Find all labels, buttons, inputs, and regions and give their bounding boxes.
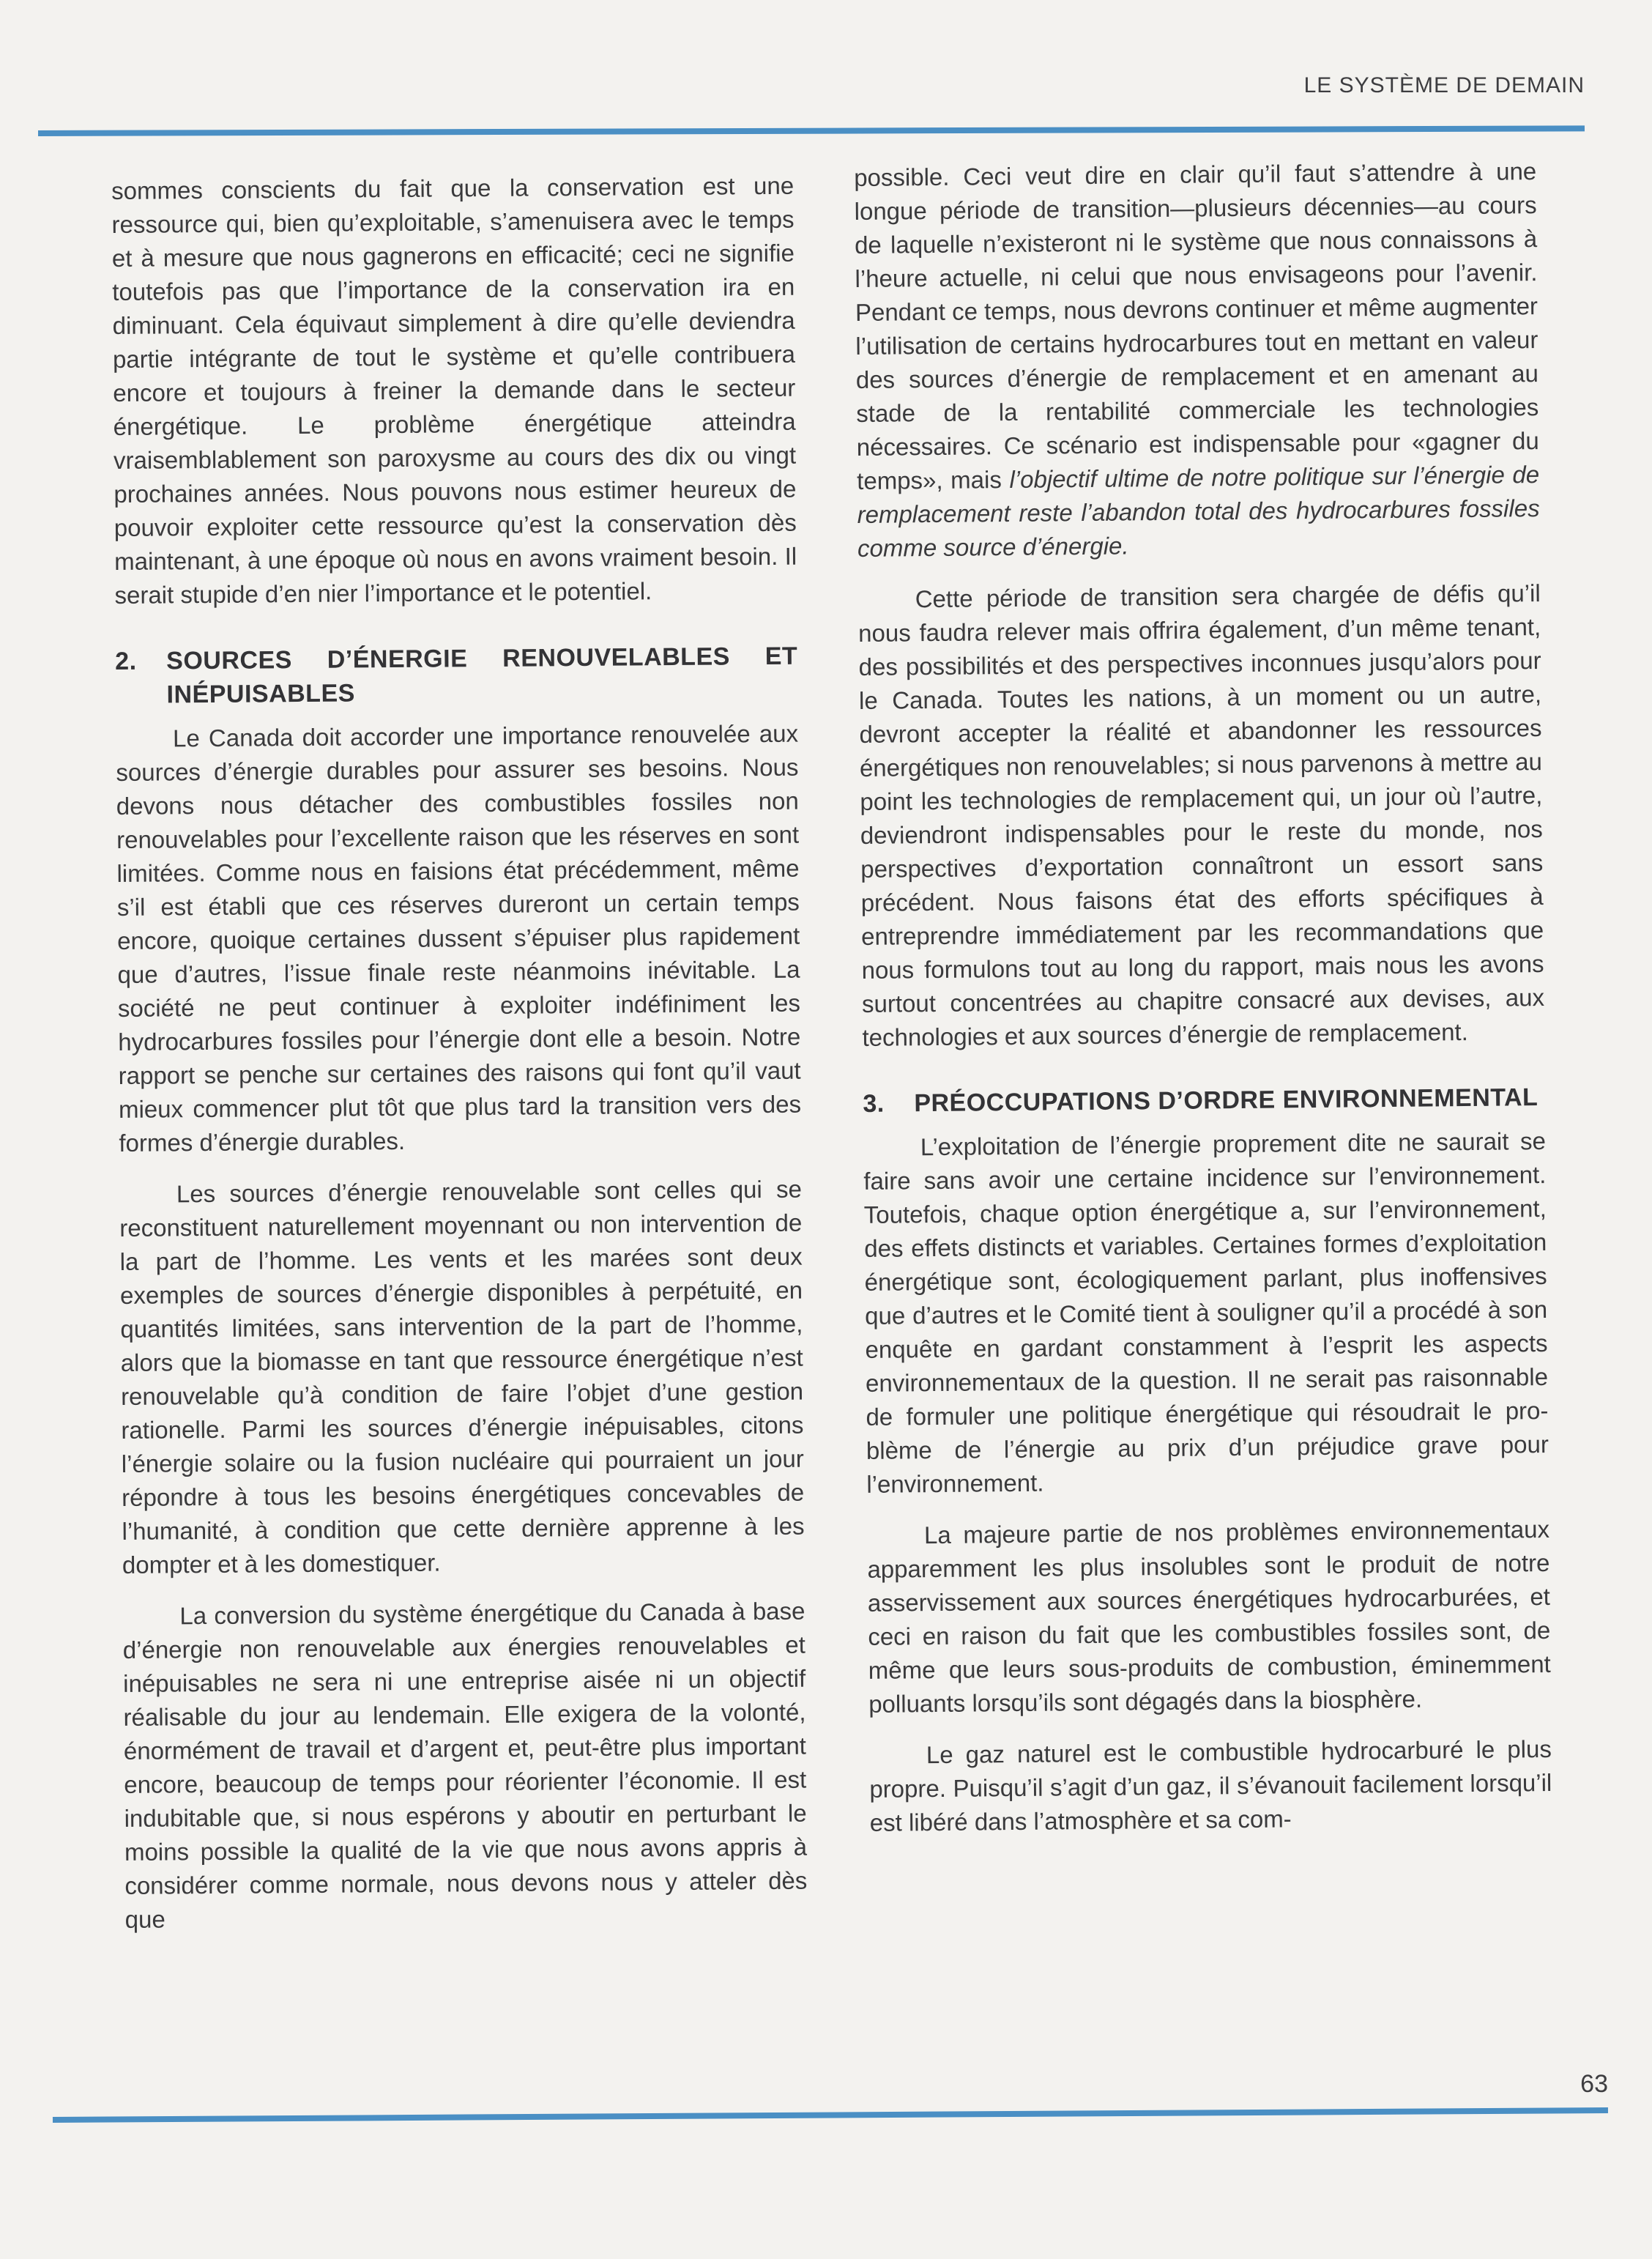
left-column xyxy=(111,169,808,1954)
paragraph: La conversion du système énergétique du Canada à base d’énergie non renouvelable aux énergies renouvelables et inépuisables ne sera ni une entreprise aisée ni un objectif réalisable du jour au lendemain. Elle exigera de la volonté, énormément de travail et d’argent et, peut-être plus important encore, beaucoup de temps pour réorienter l’économie. Il est indubitable que, si nous espérons y aboutir en perturbant le moins possible la qualité de la vie que nous avons appris à considérer comme normale, nous devons nous y atteler dès que xyxy=(122,1597,808,1933)
paragraph: Cette période de transition sera chargée de défis qu’il nous faudra relever mais offrira également, d’un même tenant, des possibilités et des perspectives inconnues jusqu’alors pour le Canada. Toutes les nations, à un moment ou un autre, devront accepter la réalité et abandonner les ressources énergétiques non renouvelables; si nous parvenons à mettre au point les technologies de remplacement qui, un jour où l’autre, deviendront indispensables pour le reste du monde, nos perspectives d’exportation connaîtront un essort sans précédent. Nous faisons état des efforts spécifiques à entreprendre immédiatement par les recommandations que nous formulons tout au long du rapport, mais nous les avons surtout concentrées au chapitre consacré aux devises, aux technologies et aux sources d’énergie de remplacement. xyxy=(858,579,1545,1051)
running-title: LE SYSTÈME DE DEMAIN xyxy=(1303,73,1585,97)
section-heading xyxy=(863,1080,1545,1121)
paragraph: Le Canada doit accorder une importance renouvelée aux sources d’énergie durables pour assurer ses besoins. Nous devons nous détacher des combustibles fossiles non renouvelables pour l’excellente raison que les réserves en sont limitées. Comme nous en faisions état précédemment, même s’il est établi que ces réserves dureront un certain temps encore, quoique certaines dussent s’épuiser plus rapidement que d’autres, l’issue finale reste néanmoins inévitable. La société ne peut continuer à exploiter indéfiniment les hydrocarbures fossiles pour l’énergie dont elle a besoin. Notre rapport se penche sur certaines des raisons qui font qu’il vaut mieux commencer plut tôt que plus tard la transition vers des formes d’énergie durables. xyxy=(116,719,802,1157)
page-number: 63 xyxy=(1580,2070,1608,2098)
section-number: 2. xyxy=(115,647,137,675)
footer-rule xyxy=(53,2107,1608,2123)
paragraph xyxy=(854,155,1540,565)
paragraph: sommes conscients du fait que la conservation est une ressource qui, bien qu’exploitable, s’amenuisera avec le temps et à mesure que nous gagnerons en efficacité; ceci ne signifie toutefois pas que l’importance de la conservation ira en diminuant. Cela équivaut simplement à dire qu’elle deviendra partie intégrante de tout le système et qu’elle contribuera encore et toujours à freiner la demande dans le secteur énergétique. Le problème énergétique atteindra vraisemblablement son paroxysme au cours des dix ou vingt prochaines années. Nous pouvons nous estimer heureux de pouvoir exploiter cette ressource qu’est la conservation dès maintenant, à une époque où nous en avons vraiment besoin. Il serait stupide d’en nier l’importance et le potentiel. xyxy=(111,171,797,609)
paragraph: La majeure partie de nos problèmes environnementaux apparemment les plus insolubles sont le produit de notre asservissement aux sources énergétiques hydrocarburées, et ceci en raison du fait que les combustibles fossiles sont, de même que leurs sous-produits de combustion, éminemment polluants lorsqu’ils sont dégagés dans la biosphère. xyxy=(867,1515,1551,1718)
section-title: PRÉOCCUPATIONS D’ORDRE ENVIRONNEMENTAL xyxy=(914,1083,1538,1118)
paragraph: Les sources d’énergie renouvelable sont celles qui se reconstituent naturellement moyennant ou non intervention de la part de l’homme. Les vents et les marées sont deux exemples de sources d’énergie disponibles à perpétuité, en quantités limitées, sans intervention de la part de l’homme, alors que la biomasse en tant que ressource énergétique n’est renouvelable qu’à condition de faire l’objet d’une gestion rationelle. Parmi les sources d’énergie inépuisables, citons l’énergie solaire ou la fusion nucléaire qui pourraient un jour répondre à tous les besoins énergétiques concevables de l’humanité, à condition que cette dernière apprenne à les dompter et à les domestiquer. xyxy=(119,1175,805,1579)
paragraph-text: possible. Ceci veut dire en clair qu’il faut s’attendre à une longue période de transition—plusieurs décennies—au cours de laquelle n’existeront ni le système que nous connaissons à l’heure actuelle, ni celui que nous envisageons pour l’avenir. Pendant ce temps, nous devrons continuer et même augmenter l’utilisation de certains hydrocarbures tout en mettant en valeur des sources d’énergie de remplacement et en amenant au stade de la rentabilité commerciale les technologies nécessaires. Ce scénario est indispensable pour «gagner du temps», mais xyxy=(854,157,1539,494)
paragraph: Le gaz naturel est le combustible hydrocarburé le plus propre. Puisqu’il s’agit d’un gaz, il s’évanouit facilement lorsqu’il est libéré dans l’atmosphère et sa com- xyxy=(869,1735,1552,1836)
right-column xyxy=(854,155,1552,1858)
section-heading xyxy=(115,639,798,712)
section-title: SOURCES D’ÉNERGIE RENOUVELABLES ET INÉPUISABLES xyxy=(166,642,798,709)
section-number: 3. xyxy=(863,1089,885,1118)
emphasized-text: l’objectif ultime de notre politique sur l’énergie de remplacement reste l’abandon total des hydrocarbures fossiles comme source d’énergie. xyxy=(857,461,1540,562)
paragraph: L’exploitation de l’énergie proprement dite ne saurait se faire sans avoir une certaine incidence sur l’environnement. Toutefois, chaque option énergétique a, sur l’environnement, des effets distincts et variables. Certaines formes d’exploitation énergétique sont, écologiquement parlant, plus inoffensives que d’autres et le Comité tient à souligner qu’il a procédé à son enquête en gardant constamment à l’esprit les aspects environnementaux de la question. Il ne serait pas raisonnable de formuler une politique énergétique qui résoudrait le problème de l’énergie au prix d’un préjudice grave pour l’environnement. xyxy=(863,1127,1549,1498)
header-rule xyxy=(38,125,1585,136)
